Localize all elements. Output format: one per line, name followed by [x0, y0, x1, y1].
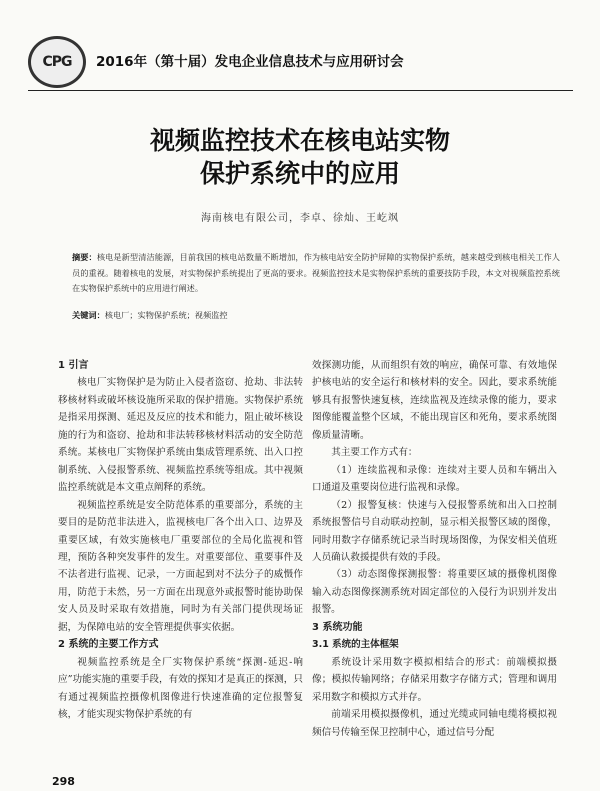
- list-item: （3）动态图像探测报警：将重要区域的摄像机图像输入动态图像探测系统对固定部位的入侵行为识别并发出报警。: [312, 569, 557, 616]
- paragraph: 前端采用模拟摄像机，通过光缆或同轴电缆将模拟视频信号传输至保卫控制中心，通过信号分配: [312, 709, 557, 738]
- paragraph: 视频监控系统是全厂实物保护系统“探测-延迟-响应”功能实施的重要手段，有效的探知才是真正的探测，只有通过视频监控摄像机图像进行快速准确的定位报警复核，才能实现实物保护系统的有: [58, 656, 303, 721]
- logo-text: CPG: [42, 54, 72, 70]
- abstract: [72, 250, 560, 297]
- left-column: [58, 357, 303, 724]
- page-number: 298: [52, 775, 75, 788]
- abstract-text: 核电是新型清洁能源，目前我国的核电站数量不断增加，作为核电站安全防护屏障的实物保护系统，越来越受到核电相关工作人员的重视。随着核电的发展，对实物保护系统提出了更高的要求。视频监控技术是实物保护系统的重要技防手段，本文对视频监控系统在实物保护系统中的应用进行阐述。: [72, 252, 560, 293]
- right-column: [312, 357, 557, 741]
- conference-logo: [28, 36, 86, 88]
- authors: 海南核电有限公司，李卓、徐灿、王屹飒: [201, 213, 399, 224]
- paragraph: 视频监控系统是安全防范体系的重要部分，系统的主要目的是防范非法进入，监视核电厂各个出入口、边界及重要区域，有效实施核电厂重要部位的全局化监视和管理，预防各种突发事件的发生。对重要部位、重要事件及不法者进行监视、记录，一方面起到对不法分子的威慑作用，防范于未然，另一方面在出现意外或报警时能协助保安人员及时采取有效措施，同时为有关部门提供现场证据，为保障电站的安全管理提供事实依据。: [58, 499, 303, 633]
- abstract-label: 摘要：: [72, 252, 97, 262]
- section-2-heading: 2 系统的主要工作方式: [58, 639, 159, 651]
- keywords-label: 关键词：: [72, 310, 105, 320]
- keywords-text: 核电厂；实物保护系统；视频监控: [104, 310, 228, 320]
- conference-header: [28, 36, 588, 88]
- list-item: （1）连续监视和录像：连续对主要人员和车辆出入口通道及重要岗位进行监视和录像。: [312, 464, 557, 494]
- conference-title: 2016年（第十届）发电企业信息技术与应用研讨会: [96, 54, 404, 70]
- section-3-1-heading: 3.1 系统的主体框架: [312, 639, 399, 651]
- paper-title: [0, 124, 600, 190]
- list-item: （2）报警复核：快速与入侵报警系统和出入口控制系统报警信号自动联动控制，显示相关报警区域的图像，同时用数字存储系统记录当时现场图像，为保安相关值班人员确认救援提供有效的手段。: [312, 499, 557, 563]
- title-line-2: 保护系统中的应用: [199, 159, 400, 188]
- keywords: [72, 308, 560, 322]
- paragraph: 效探测功能，从而组织有效的响应，确保可靠、有效地保护核电站的安全运行和核材料的安全。因此，要求系统能够具有报警快速复核，连续监视及连续录像的能力，要求图像能覆盖整个区域，不能出现盲区和死角，要求系统图像质量清晰。: [312, 360, 557, 441]
- header-divider: [28, 90, 573, 91]
- section-3-heading: 3 系统功能: [312, 621, 363, 633]
- paragraph: 系统设计采用数字模拟相结合的形式：前端模拟摄像；模拟传输网络；存储采用数字存储方式；管理和调用采用数字和模拟方式并存。: [312, 656, 557, 703]
- title-line-1: 视频监控技术在核电站实物: [149, 126, 450, 155]
- paragraph: 其主要工作方式有：: [331, 447, 418, 459]
- paragraph: 核电厂实物保护是为防止入侵者盗窃、抢劫、非法转移核材料或破坏核设施所采取的保护措施。实物保护系统是指采用探测、延迟及反应的技术和能力，阻止破坏核设施的行为和盗窃、抢劫和非法转移核材料活动的安全防范系统。某核电厂实物保护系统由集成管理系统、出入口控制系统、入侵报警系统、视频监控系统等组成。其中视频监控系统就是本文重点阐释的系统。: [58, 377, 303, 494]
- section-1-heading: 1 引言: [58, 360, 89, 371]
